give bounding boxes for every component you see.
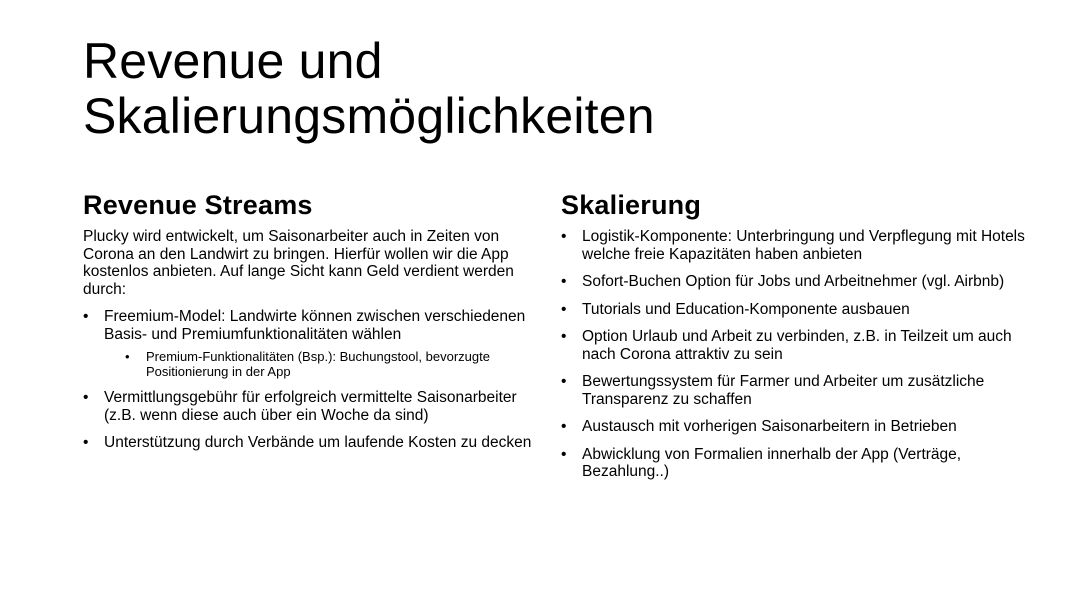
- revenue-bullet-freemium: [83, 308, 533, 379]
- revenue-bullet-association-support: • Unterstützung durch Verbände um laufende Kosten zu decken: [83, 434, 533, 452]
- scaling-bullet-logistics: • Logistik-Komponente: Unterbringung und Verpflegung mit Hotels welche freie Kapazitäten haben anbieten: [561, 228, 1031, 263]
- revenue-streams-heading: Revenue Streams: [83, 190, 313, 220]
- scaling-column: [561, 188, 1031, 491]
- revenue-intro-text: Plucky wird entwickelt, um Saisonarbeiter auch in Zeiten von Corona an den Landwirt zu bringen. Hierfür wollen wir die App kostenlos anbieten. Auf lange Sicht kann Geld verdient werden durch:: [83, 228, 514, 298]
- scaling-bullet-rating-system: • Bewertungssystem für Farmer und Arbeiter um zusätzliche Transparenz zu schaffen: [561, 373, 1031, 408]
- slide-title-line-1: Revenue und: [83, 33, 383, 89]
- scaling-bullet-exchange: • Austausch mit vorherigen Saisonarbeitern in Betrieben: [561, 418, 1031, 436]
- revenue-streams-column: [83, 188, 533, 462]
- scaling-bullet-tutorials: • Tutorials und Education-Komponente ausbauen: [561, 301, 1031, 319]
- revenue-bullet-list: [83, 308, 533, 452]
- revenue-bullet-placement-fee: • Vermittlungsgebühr für erfolgreich vermittelte Saisonarbeiter (z.B. wenn diese auch über ein Woche da sind): [83, 389, 533, 424]
- scaling-bullet-formalities: • Abwicklung von Formalien innerhalb der App (Verträge, Bezahlung..): [561, 446, 1031, 481]
- revenue-bullet-text: Freemium-Model: Landwirte können zwischen verschiedenen Basis- und Premiumfunktionalitäten wählen: [104, 308, 526, 343]
- slide-title-line-2: Skalierungsmöglichkeiten: [83, 88, 655, 144]
- scaling-bullet-vacation-work: • Option Urlaub und Arbeit zu verbinden, z.B. in Teilzeit um auch nach Corona attraktiv zu sein: [561, 328, 1031, 363]
- revenue-sub-bullet-premium-features: • Premium-Funktionalitäten (Bsp.): Buchungstool, bevorzugte Positionierung in der App: [104, 349, 533, 379]
- slide-title: [83, 34, 1023, 144]
- scaling-bullet-list: [561, 228, 1031, 481]
- scaling-heading: Skalierung: [561, 190, 702, 220]
- revenue-sub-bullet-list: [104, 349, 533, 379]
- scaling-bullet-instant-booking: • Sofort-Buchen Option für Jobs und Arbeitnehmer (vgl. Airbnb): [561, 273, 1031, 291]
